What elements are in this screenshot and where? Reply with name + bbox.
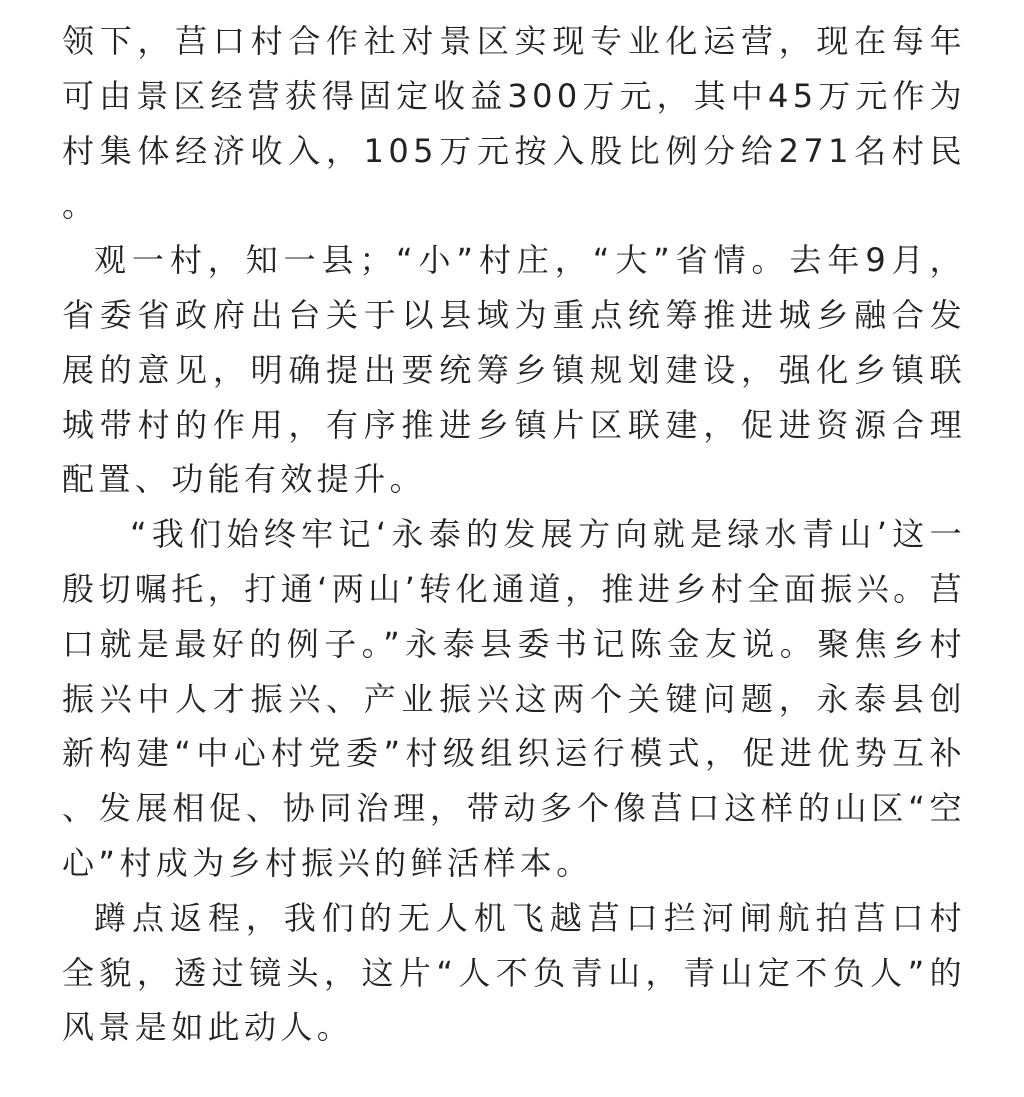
paragraph: 蹲点返程，我们的无人机飞越莒口拦河闸航拍莒口村全貌，透过镜头，这片“人不负青山，青山定不负人”的风景是如此动人。	[62, 898, 966, 1047]
article-body	[62, 14, 966, 1055]
paragraph: “我们始终牢记‘永泰的发展方向就是绿水青山’这一殷切嘱托，打通‘两山’转化通道，推进乡村全面振兴。莒口就是最好的例子。”永泰县委书记陈金友说。聚焦乡村振兴中人才振兴、产业振兴这两个关键问题，永泰县创新构建“中心村党委”村级组织运行模式，促进优势互补、发展相促、协同治理，带动多个像莒口这样的山区“空心”村成为乡村振兴的鲜活样本。	[62, 515, 966, 882]
paragraph: 观一村，知一县；“小”村庄，“大”省情。去年9月，省委省政府出台关于以县域为重点统筹推进城乡融合发展的意见，明确提出要统筹乡镇规划建设，强化乡镇联城带村的作用，有序推进乡镇片区联建，促进资源合理配置、功能有效提升。	[62, 241, 966, 499]
paragraph: 领下，莒口村合作社对景区实现专业化运营，现在每年可由景区经营获得固定收益300万元，其中45万元作为村集体经济收入，105万元按入股比例分给271名村民。	[62, 22, 966, 225]
